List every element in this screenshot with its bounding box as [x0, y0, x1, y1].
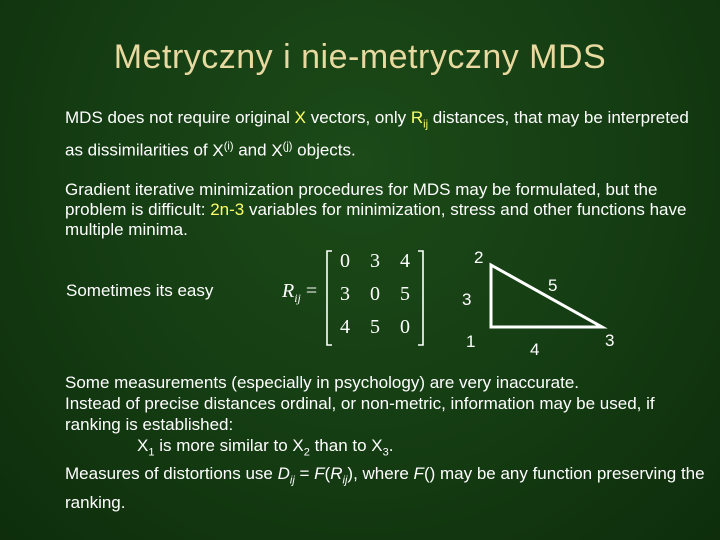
text: MDS does not require original — [65, 108, 295, 127]
matrix-label: $R_{ij}$ = — [282, 280, 318, 305]
symbol-x-j: $X^{(j)}$ — [271, 140, 293, 161]
triangle-edge-hyp: 5 — [548, 276, 558, 295]
symbol-x: X — [294, 108, 306, 127]
slide-title: Metryczny i nie-metryczny MDS — [113, 38, 607, 76]
matrix-cell: 5 — [370, 316, 380, 338]
matrix-cell: 0 — [340, 250, 350, 272]
text: Gradient iterative minimization procedures for MDS may be formulated, but the problem is difficult: — [65, 180, 658, 219]
sometimes-easy-label: Sometimes its easy — [66, 281, 214, 300]
text: and — [233, 141, 272, 161]
text: distances, that may be interpreted as dissimilarities of — [65, 108, 689, 161]
variables-expression: 2n-3 — [210, 200, 245, 219]
triangle-edge-left: 3 — [462, 290, 472, 309]
triangle-vertex-bottom-right: 3 — [605, 331, 615, 350]
text-line: Instead of precise distances ordinal, or non-metric, information may be used, if ranking is established: — [65, 394, 655, 434]
text-line: Some measurements (especially in psychology) are very inaccurate. — [65, 373, 580, 392]
distortion-measures: Measures of distortions use $D_{ij} = F(R_{ij})$, where F() may be any function preserving the ranking. — [65, 464, 705, 512]
matrix-cell: 5 — [400, 283, 410, 305]
paragraph-nonmetric — [65, 372, 705, 513]
triangle-edge-bottom: 4 — [530, 340, 540, 359]
matrix-cell: 3 — [370, 250, 380, 272]
symbol-x-i: $X^{(i)}$ — [212, 140, 234, 161]
text: vectors, only — [305, 108, 411, 127]
distance-matrix — [280, 248, 440, 348]
paragraph-gradient — [65, 180, 705, 240]
triangle-vertex-top: 2 — [474, 248, 484, 267]
triangle-vertex-bottom-left: 1 — [466, 332, 476, 351]
paragraph-mds-intro — [65, 107, 705, 162]
text: variables for minimization, stress and other functions have multiple minima. — [65, 200, 687, 239]
matrix-cell: 0 — [400, 316, 410, 338]
matrix-cell: 4 — [400, 250, 410, 272]
matrix-cells — [330, 248, 420, 348]
ranking-example: $X_1$ is more similar to $X_2$ than to $X_3$. — [137, 436, 394, 459]
matrix-cell: 0 — [370, 283, 380, 305]
symbol-r: $R_{ij}$ — [410, 108, 429, 131]
matrix-cell: 3 — [340, 283, 350, 305]
text: objects. — [292, 141, 356, 161]
matrix-cell: 4 — [340, 316, 350, 338]
